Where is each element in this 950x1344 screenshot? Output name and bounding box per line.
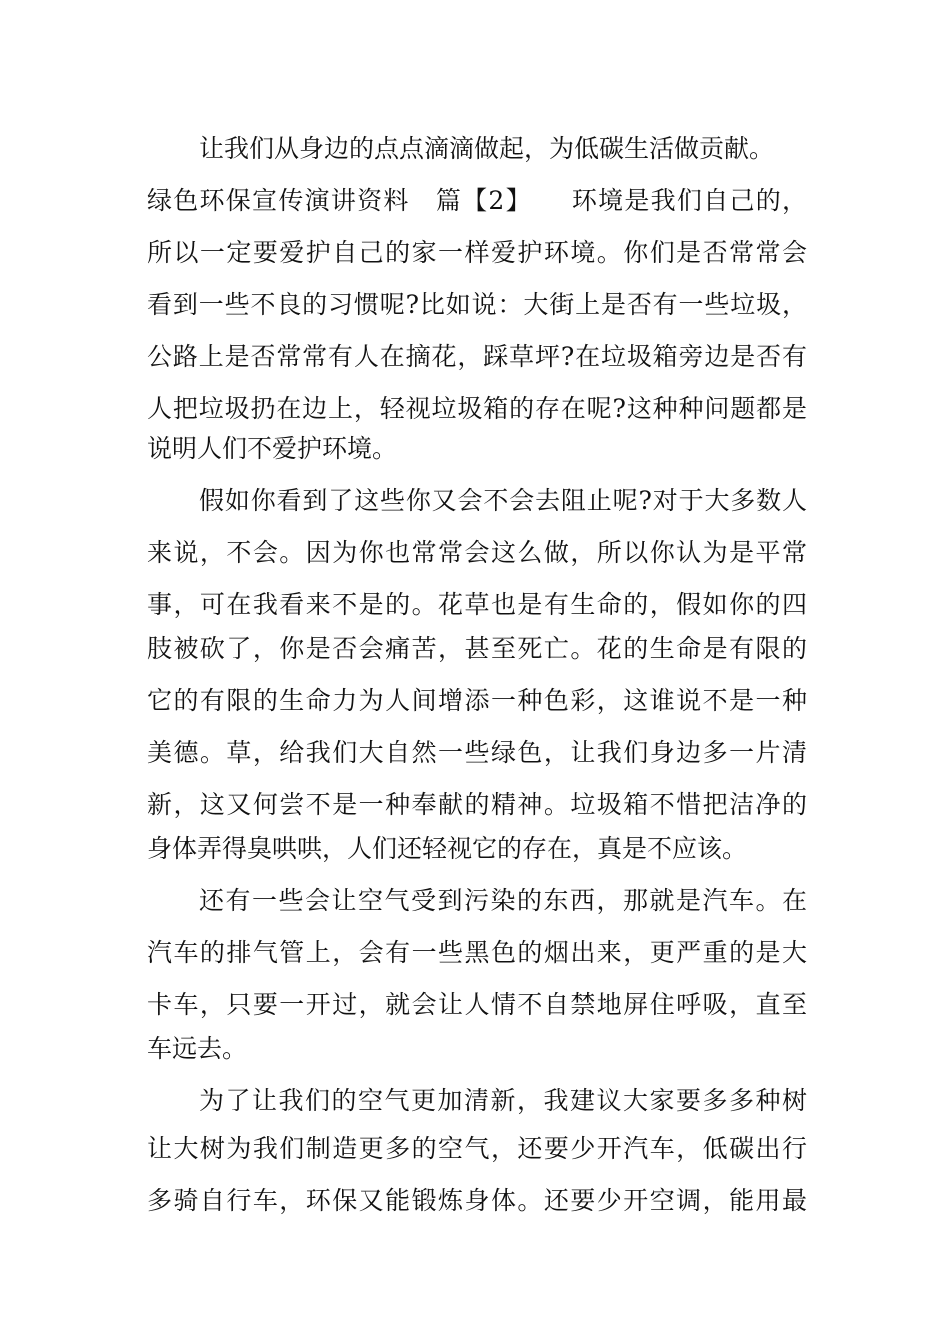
paragraph-line: 身体弄得臭哄哄，人们还轻视它的存在，真是不应该。 [147,834,748,863]
paragraph-line: 说明人们不爱护环境。 [147,434,398,463]
paragraph-line: 假如你看到了这些你又会不会去阻止呢?对于大多数人 [199,486,807,515]
paragraph-line: 肢被砍了，你是否会痛苦，甚至死亡。花的生命是有限的 [147,634,807,663]
paragraph-line: 看到一些不良的习惯呢?比如说：大街上是否有一些垃圾， [147,290,807,319]
paragraph-line: 绿色环保宣传演讲资料 篇【2】 环境是我们自己的， [147,186,807,215]
paragraph-line: 还有一些会让空气受到污染的东西，那就是汽车。在 [199,886,807,915]
paragraph-line: 事，可在我看来不是的。花草也是有生命的，假如你的四 [147,590,807,619]
paragraph-line: 人把垃圾扔在边上，轻视垃圾箱的存在呢?这种种问题都是 [147,394,807,423]
paragraph-line: 它的有限的生命力为人间增添一种色彩，这谁说不是一种 [147,686,807,715]
paragraph-line: 新，这又何尝不是一种奉献的精神。垃圾箱不惜把洁净的 [147,790,807,819]
paragraph-line: 卡车，只要一开过，就会让人情不自禁地屏住呼吸，直至 [147,990,807,1019]
paragraph-line: 让大树为我们制造更多的空气，还要少开汽车，低碳出行 [147,1134,807,1163]
paragraph-line: 多骑自行车，环保又能锻炼身体。还要少开空调，能用最 [147,1186,807,1215]
paragraph-line: 公路上是否常常有人在摘花，踩草坪?在垃圾箱旁边是否有 [147,342,807,371]
paragraph-line: 美德。草，给我们大自然一些绿色，让我们身边多一片清 [147,738,807,767]
paragraph-line: 让我们从身边的点点滴滴做起，为低碳生活做贡献。 [199,134,775,163]
paragraph-line: 所以一定要爱护自己的家一样爱护环境。你们是否常常会 [147,238,807,267]
paragraph-line: 车远去。 [147,1034,248,1063]
paragraph-line: 汽车的排气管上，会有一些黑色的烟出来，更严重的是大 [147,938,807,967]
paragraph-line: 来说，不会。因为你也常常会这么做，所以你认为是平常 [147,538,807,567]
paragraph-line: 为了让我们的空气更加清新，我建议大家要多多种树 [199,1086,807,1115]
